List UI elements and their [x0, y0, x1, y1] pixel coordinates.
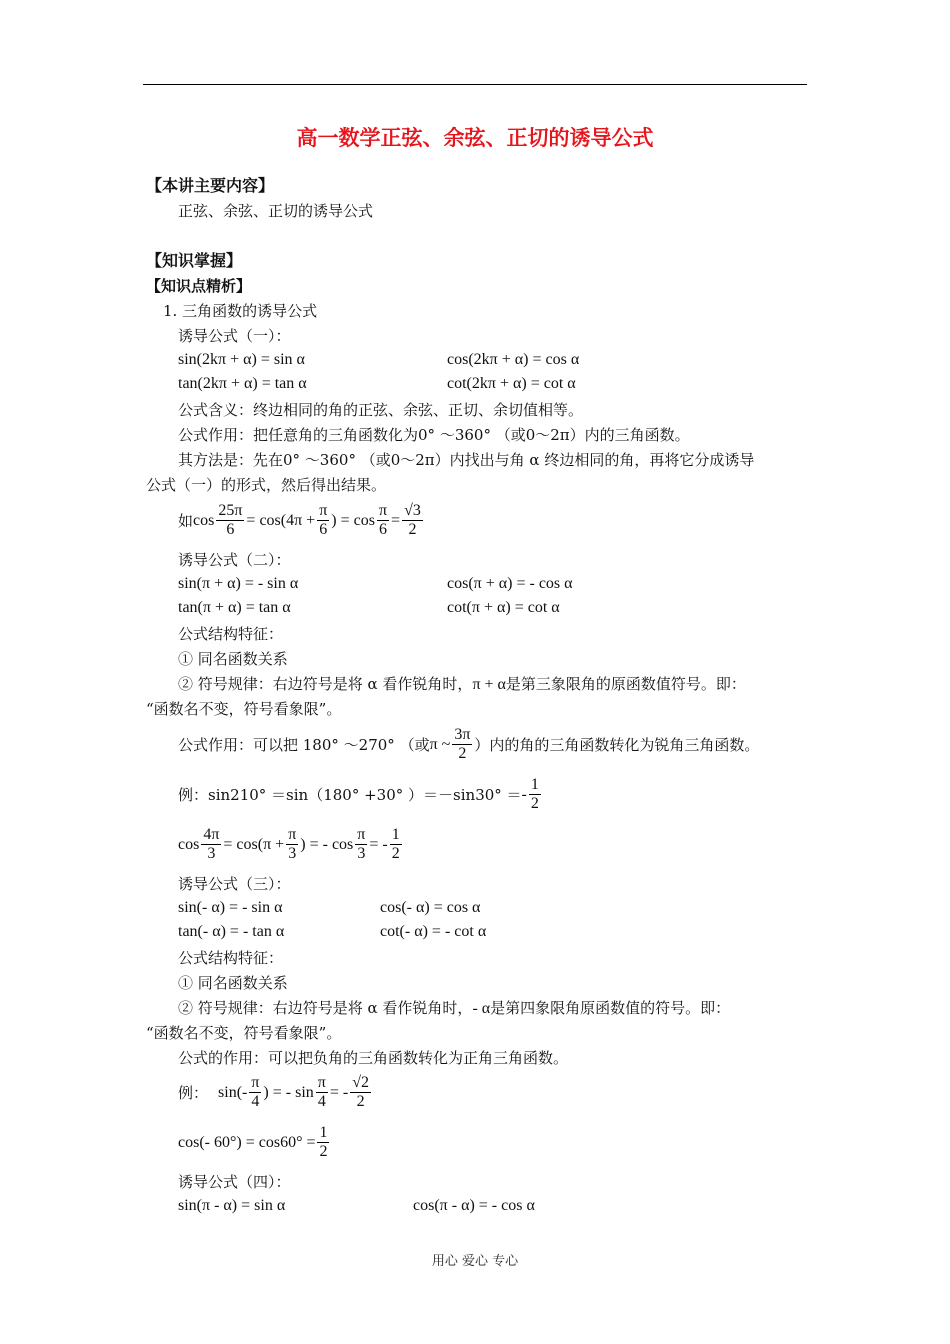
formula-1-label: 诱导公式（一）：: [178, 327, 291, 345]
formula-3-use: 公式的作用：可以把负角的三角函数转化为正角三角函数。: [178, 1049, 569, 1067]
formula-3-cos: cos(- α) = cos α: [380, 899, 481, 916]
formula-1-cos: cos(2kπ + α) = cos α: [447, 351, 580, 368]
formula-3-structure-1: ① 同名函数关系: [178, 974, 288, 992]
example-2-equation: 例：sin210° ＝sin（180° +30° ）＝－sin30° ＝ - $\frac{1}{2}$: [178, 776, 539, 812]
item-1-heading: 1. 三角函数的诱导公式: [163, 302, 318, 320]
formula-2-sign-rule: ② 符号规律：右边符号是将 α 看作锐角时，π + α是第三象限角的原函数值符号。即：: [178, 675, 746, 693]
formula-3-sign-quote: “函数名不变，符号看象限”。: [146, 1024, 342, 1042]
formula-3-cot: cot(- α) = - cot α: [380, 923, 487, 940]
formula-2-cot: cot(π + α) = cot α: [447, 599, 560, 616]
formula-2-structure-label: 公式结构特征：: [178, 625, 284, 643]
header-rule: [143, 84, 807, 85]
formula-4-sin: sin(π - α) = sin α: [178, 1197, 286, 1214]
example-2b-equation: cos $\frac{4\pi}{3}$ = cos(π + $\frac{\pi}{3}$ ) = - cos $\frac{\pi}{3}$ = - $\frac{1}{2}$: [178, 826, 400, 862]
formula-3-structure-label: 公式结构特征：: [178, 949, 284, 967]
page-footer: 用心 爱心 专心: [431, 1254, 519, 1269]
formula-2-sign-quote: “函数名不变，符号看象限”。: [146, 700, 342, 718]
formula-1-sin: sin(2kπ + α) = sin α: [178, 351, 305, 368]
formula-2-sin: sin(π + α) = - sin α: [178, 575, 299, 592]
formula-3-sign-rule: ② 符号规律：右边符号是将 α 看作锐角时，- α是第四象限角原函数值的符号。即：: [178, 999, 731, 1017]
formula-2-tan: tan(π + α) = tan α: [178, 599, 291, 616]
example-1-prefix: 如: [178, 514, 194, 530]
formula-3-sin: sin(- α) = - sin α: [178, 899, 283, 916]
formula-2-use: 公式作用：可以把 180° ～270° （或 π ~ $\frac{3\pi}{2}$ ）内的角的三角函数转化为锐角三角函数。: [178, 726, 760, 762]
section-heading-analysis: 【知识点精析】: [146, 277, 252, 295]
page-title: 高一数学正弦、余弦、正切的诱导公式: [296, 126, 654, 150]
formula-1-tan: tan(2kπ + α) = tan α: [178, 375, 307, 392]
formula-4-cos: cos(π - α) = - cos α: [413, 1197, 535, 1214]
formula-2-label: 诱导公式（二）：: [178, 551, 291, 569]
example-3-equation: 例： sin(- $\frac{\pi}{4}$ ) = - sin $\frac{\pi}{4}$ = - $\frac{√2}{2}$: [178, 1074, 369, 1110]
formula-3-tan: tan(- α) = - tan α: [178, 923, 285, 940]
formula-1-method-line2: 公式（一）的形式，然后得出结果。: [146, 476, 387, 494]
formula-1-meaning: 公式含义：终边相同的角的正弦、余弦、正切、余切值相等。: [178, 401, 584, 419]
main-content-text: 正弦、余弦、正切的诱导公式: [178, 202, 374, 220]
formula-1-use: 公式作用：把任意角的三角函数化为0° ～360° （或0～2π）内的三角函数。: [178, 426, 690, 444]
section-heading-main-content: 【本讲主要内容】: [146, 176, 275, 195]
formula-2-cos: cos(π + α) = - cos α: [447, 575, 573, 592]
section-heading-knowledge: 【知识掌握】: [146, 251, 243, 270]
formula-1-method-line1: 其方法是：先在0° ～360° （或0～2π）内找出与角 α 终边相同的角，再将它分成诱导: [178, 451, 755, 469]
example-1-equation: 如 cos $\frac{25\pi}{6}$ = cos(4π + $\frac{\pi}{6}$ ) = cos $\frac{\pi}{6}$ = $\frac{√3}{2}$: [178, 502, 421, 538]
formula-4-label: 诱导公式（四）：: [178, 1173, 291, 1191]
formula-1-cot: cot(2kπ + α) = cot α: [447, 375, 576, 392]
example-3b-equation: cos(- 60°) = cos60° = $\frac{1}{2}$: [178, 1124, 328, 1160]
formula-2-structure-1: ① 同名函数关系: [178, 650, 288, 668]
formula-3-label: 诱导公式（三）：: [178, 875, 291, 893]
